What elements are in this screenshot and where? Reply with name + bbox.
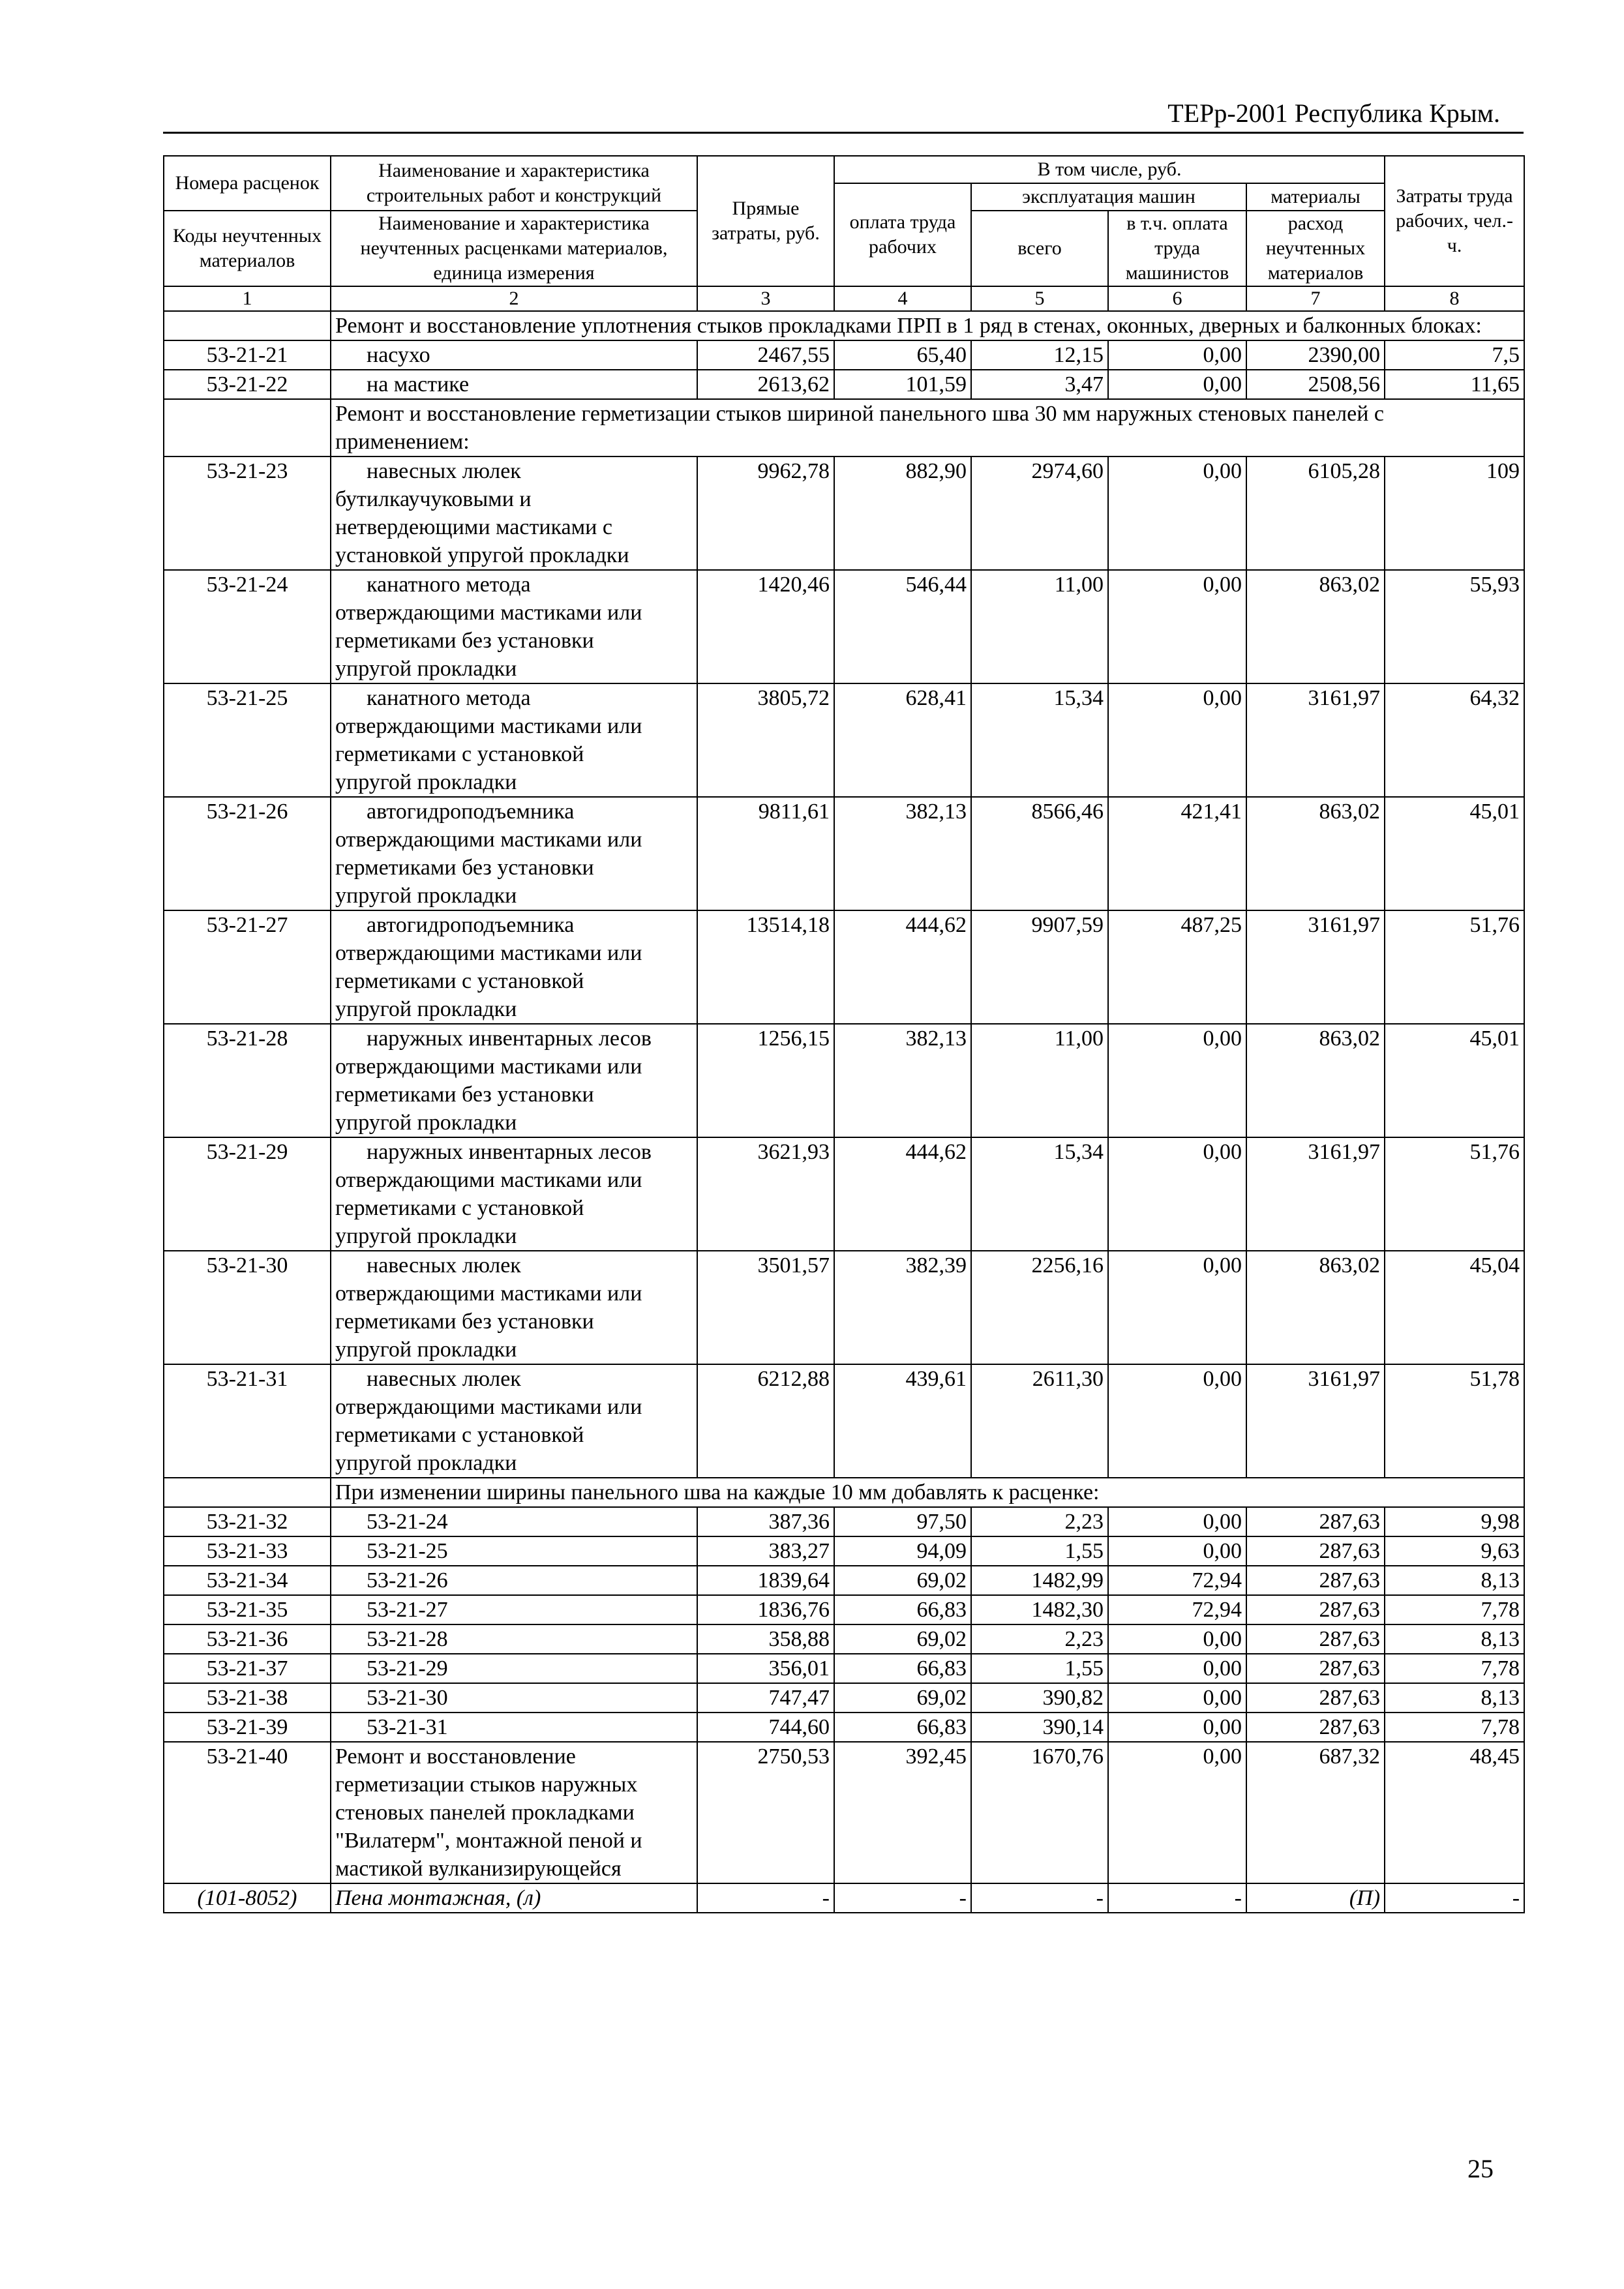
- labor-hours: 109: [1385, 456, 1524, 570]
- direct-cost: 9962,78: [697, 456, 834, 570]
- machinists-pay: 0,00: [1108, 1364, 1246, 1478]
- direct-cost: 383,27: [697, 1536, 834, 1566]
- direct-cost: 356,01: [697, 1654, 834, 1683]
- rate-code: 53-21-29: [164, 1137, 331, 1251]
- section-heading-row: [164, 311, 1524, 340]
- table-row: [164, 1713, 1524, 1742]
- rate-name: [331, 570, 697, 683]
- table-row: [164, 1624, 1524, 1654]
- rate-code: 53-21-34: [164, 1566, 331, 1595]
- section-heading-row: [164, 1478, 1524, 1507]
- rate-code: 53-21-36: [164, 1624, 331, 1654]
- rate-name-line: герметиками с установкой: [335, 1423, 584, 1447]
- rates-table: [163, 155, 1525, 1913]
- base-rate-ref: 53-21-31: [367, 1715, 448, 1739]
- column-number-row: [164, 286, 1524, 311]
- rate-name-line: герметиками с установкой: [335, 742, 584, 766]
- rate-name-line: "Вилатерм", монтажной пеной и: [335, 1829, 642, 1853]
- labor-pay: 882,90: [834, 456, 971, 570]
- base-rate-ref: 53-21-24: [367, 1510, 448, 1534]
- section-title: Ремонт и восстановление герметизации стыков шириной панельного шва 30 мм наружных стеновых панелей с применением:: [331, 399, 1524, 456]
- column-number: 2: [331, 286, 697, 311]
- materials-cost: 287,63: [1246, 1536, 1385, 1566]
- materials-cost: 3161,97: [1246, 1364, 1385, 1478]
- section2-rows: [164, 456, 1524, 1478]
- machines-total: 12,15: [971, 340, 1108, 370]
- labor-pay: -: [834, 1883, 971, 1913]
- rate-name-line: герметиками без установки: [335, 1309, 594, 1334]
- labor-pay: 444,62: [834, 910, 971, 1024]
- direct-cost: 13514,18: [697, 910, 834, 1024]
- material-name: Пена монтажная, (л): [331, 1883, 697, 1913]
- machines-total: 15,34: [971, 683, 1108, 797]
- rate-name-line: бутилкаучуковыми и: [335, 487, 532, 511]
- direct-cost: 3805,72: [697, 683, 834, 797]
- machines-total: 1,55: [971, 1536, 1108, 1566]
- machines-total: 2,23: [971, 1624, 1108, 1654]
- materials-cost: 287,63: [1246, 1624, 1385, 1654]
- machines-total: 2,23: [971, 1507, 1108, 1536]
- machinists-pay: 487,25: [1108, 910, 1246, 1024]
- direct-cost: 3621,93: [697, 1137, 834, 1251]
- table-row: [164, 1364, 1524, 1478]
- direct-cost: 9811,61: [697, 797, 834, 910]
- rate-code: 53-21-37: [164, 1654, 331, 1683]
- labor-pay: 69,02: [834, 1566, 971, 1595]
- rate-name: [331, 370, 697, 399]
- machines-total: 2974,60: [971, 456, 1108, 570]
- column-number: 7: [1246, 286, 1385, 311]
- materials-cost: 287,63: [1246, 1683, 1385, 1713]
- table-row: [164, 1566, 1524, 1595]
- rate-name-line: герметиками с установкой: [335, 1196, 584, 1220]
- rate-name-line: навесных люлек: [367, 459, 521, 483]
- group-header: В том числе, руб.: [834, 156, 1385, 183]
- machinists-pay: 0,00: [1108, 1507, 1246, 1536]
- direct-cost: 387,36: [697, 1507, 834, 1536]
- section-title: Ремонт и восстановление уплотнения стыков прокладками ПРП в 1 ряд в стенах, оконных, дверных и балконных блоках:: [331, 311, 1524, 340]
- labor-pay: 382,39: [834, 1251, 971, 1364]
- rate-code: 53-21-22: [164, 370, 331, 399]
- direct-cost: 2750,53: [697, 1742, 834, 1883]
- rate-code: 53-21-31: [164, 1364, 331, 1478]
- labor-pay: 65,40: [834, 340, 971, 370]
- rate-code: 53-21-40: [164, 1742, 331, 1883]
- rate-name: [331, 1654, 697, 1683]
- rate-name-line: упругой прокладки: [335, 1111, 517, 1135]
- materials-cost: 2390,00: [1246, 340, 1385, 370]
- materials-cost: 687,32: [1246, 1742, 1385, 1883]
- rate-name-line: упругой прокладки: [335, 1338, 517, 1362]
- labor-hours: 8,13: [1385, 1566, 1524, 1595]
- rate-name-line: канатного метода: [367, 686, 531, 710]
- rate-name: [331, 1624, 697, 1654]
- labor-hours: 45,04: [1385, 1251, 1524, 1364]
- labor-pay: 444,62: [834, 1137, 971, 1251]
- rate-name-line: нетвердеющими мастиками с: [335, 515, 612, 539]
- rate-name: [331, 797, 697, 910]
- base-rate-ref: 53-21-26: [367, 1568, 448, 1593]
- rate-name-line: герметизации стыков наружных: [335, 1773, 638, 1797]
- col2-header-bottom: Наименование и характеристика неучтенных расценками материалов, единица измерения: [331, 211, 697, 286]
- rate-name: [331, 1595, 697, 1624]
- base-rate-ref: 53-21-30: [367, 1686, 448, 1710]
- labor-pay: 382,13: [834, 1024, 971, 1137]
- document-header-title: ТЕРр-2001 Республика Крым.: [1167, 98, 1500, 128]
- rate-name: [331, 1251, 697, 1364]
- rate-name-line: герметиками без установки: [335, 629, 594, 653]
- rate-code: 53-21-26: [164, 797, 331, 910]
- col4-header: оплата труда рабочих: [834, 183, 971, 286]
- col6-header: в т.ч. оплата труда машинистов: [1108, 211, 1246, 286]
- material-code: (101-8052): [164, 1883, 331, 1913]
- rate-name-line: автогидроподъемника: [367, 913, 575, 937]
- rate-name-line: упругой прокладки: [335, 997, 517, 1021]
- direct-cost: 744,60: [697, 1713, 834, 1742]
- rate-name: [331, 1536, 697, 1566]
- rate-name-line: стеновых панелей прокладками: [335, 1801, 635, 1825]
- col1-header-bottom: Коды неучтенных материалов: [164, 211, 331, 286]
- labor-hours: 51,76: [1385, 910, 1524, 1024]
- materials-cost: 287,63: [1246, 1595, 1385, 1624]
- column-number: 5: [971, 286, 1108, 311]
- table-row: [164, 1683, 1524, 1713]
- col5-header: всего: [971, 211, 1108, 286]
- machines-total: 11,00: [971, 570, 1108, 683]
- rate-name-line: навесных люлек: [367, 1367, 521, 1391]
- table-row: [164, 340, 1524, 370]
- rate-name-line: отверждающими мастиками или: [335, 1395, 642, 1419]
- machinists-pay: 421,41: [1108, 797, 1246, 910]
- materials-header: материалы: [1246, 183, 1385, 211]
- rate-name: [331, 1507, 697, 1536]
- column-number: 6: [1108, 286, 1246, 311]
- column-number: 8: [1385, 286, 1524, 311]
- direct-cost: 3501,57: [697, 1251, 834, 1364]
- machinists-pay: 0,00: [1108, 1024, 1246, 1137]
- materials-cost: 863,02: [1246, 1251, 1385, 1364]
- machinists-pay: 0,00: [1108, 456, 1246, 570]
- machines-total: 390,82: [971, 1683, 1108, 1713]
- labor-pay: 546,44: [834, 570, 971, 683]
- rate-name-line: герметиками без установки: [335, 1083, 594, 1107]
- labor-pay: 69,02: [834, 1683, 971, 1713]
- rate-code: 53-21-35: [164, 1595, 331, 1624]
- rate-code: 53-21-24: [164, 570, 331, 683]
- rate-name: [331, 1683, 697, 1713]
- rate-name-line: упругой прокладки: [335, 884, 517, 908]
- labor-hours: 55,93: [1385, 570, 1524, 683]
- materials-cost: 3161,97: [1246, 910, 1385, 1024]
- materials-cost: 287,63: [1246, 1507, 1385, 1536]
- col2-header-top: Наименование и характеристика строительных работ и конструкций: [331, 156, 697, 211]
- header-divider: [163, 132, 1524, 134]
- rate-code: 53-21-32: [164, 1507, 331, 1536]
- direct-cost: 1420,46: [697, 570, 834, 683]
- materials-cost: (П): [1246, 1883, 1385, 1913]
- base-rate-ref: 53-21-25: [367, 1539, 448, 1563]
- machinists-pay: 0,00: [1108, 340, 1246, 370]
- machinists-pay: -: [1108, 1883, 1246, 1913]
- rate-name-line: герметиками без установки: [335, 856, 594, 880]
- labor-pay: 439,61: [834, 1364, 971, 1478]
- rate-name-line: канатного метода: [367, 573, 531, 597]
- machines-header: эксплуатация машин: [971, 183, 1246, 211]
- machinists-pay: 0,00: [1108, 1683, 1246, 1713]
- direct-cost: 1836,76: [697, 1595, 834, 1624]
- rate-name-line: упругой прокладки: [335, 1224, 517, 1248]
- table-row: [164, 1742, 1524, 1883]
- labor-hours: -: [1385, 1883, 1524, 1913]
- labor-hours: 9,98: [1385, 1507, 1524, 1536]
- rate-name-line: упругой прокладки: [335, 1451, 517, 1475]
- direct-cost: -: [697, 1883, 834, 1913]
- materials-cost: 287,63: [1246, 1654, 1385, 1683]
- machinists-pay: 0,00: [1108, 1536, 1246, 1566]
- table-row: [164, 570, 1524, 683]
- table-row: [164, 683, 1524, 797]
- rate-name-text: насухо: [367, 343, 430, 367]
- rate-name-line: отверждающими мастиками или: [335, 941, 642, 965]
- rate-name-line: упругой прокладки: [335, 657, 517, 681]
- direct-cost: 2467,55: [697, 340, 834, 370]
- section-heading-row: [164, 399, 1524, 456]
- column-number: 3: [697, 286, 834, 311]
- materials-cost: 863,02: [1246, 570, 1385, 683]
- rate-name: [331, 1566, 697, 1595]
- machines-total: -: [971, 1883, 1108, 1913]
- machinists-pay: 0,00: [1108, 683, 1246, 797]
- machinists-pay: 0,00: [1108, 570, 1246, 683]
- machinists-pay: 72,94: [1108, 1595, 1246, 1624]
- labor-hours: 51,76: [1385, 1137, 1524, 1251]
- labor-hours: 7,78: [1385, 1595, 1524, 1624]
- machines-total: 3,47: [971, 370, 1108, 399]
- base-rate-ref: 53-21-29: [367, 1656, 448, 1681]
- rate-name-line: отверждающими мастиками или: [335, 1055, 642, 1079]
- rate-name: [331, 1742, 697, 1883]
- rate-code: 53-21-28: [164, 1024, 331, 1137]
- rate-name-line: установкой упругой прокладки: [335, 543, 629, 567]
- machines-total: 1670,76: [971, 1742, 1108, 1883]
- table-row: [164, 370, 1524, 399]
- table-row: [164, 1595, 1524, 1624]
- labor-pay: 66,83: [834, 1713, 971, 1742]
- column-number: 4: [834, 286, 971, 311]
- machines-total: 8566,46: [971, 797, 1108, 910]
- rate-name-line: Ремонт и восстановление: [335, 1744, 576, 1769]
- rate-name: [331, 1024, 697, 1137]
- labor-pay: 66,83: [834, 1654, 971, 1683]
- materials-cost: 287,63: [1246, 1713, 1385, 1742]
- machinists-pay: 0,00: [1108, 1251, 1246, 1364]
- materials-cost: 3161,97: [1246, 1137, 1385, 1251]
- rate-code: 53-21-38: [164, 1683, 331, 1713]
- labor-pay: 101,59: [834, 370, 971, 399]
- machinists-pay: 0,00: [1108, 370, 1246, 399]
- labor-hours: 45,01: [1385, 1024, 1524, 1137]
- machinists-pay: 0,00: [1108, 1624, 1246, 1654]
- rate-code: 53-21-39: [164, 1713, 331, 1742]
- rate-name-line: автогидроподъемника: [367, 800, 575, 824]
- table-row: [164, 797, 1524, 910]
- rate-code: 53-21-30: [164, 1251, 331, 1364]
- labor-hours: 8,13: [1385, 1624, 1524, 1654]
- table-row: [164, 910, 1524, 1024]
- rate-name-line: отверждающими мастиками или: [335, 828, 642, 852]
- section3-rows: [164, 1507, 1524, 1742]
- rate-code: 53-21-25: [164, 683, 331, 797]
- table-row: [164, 1654, 1524, 1683]
- machines-total: 1482,30: [971, 1595, 1108, 1624]
- rate-name-line: отверждающими мастиками или: [335, 1281, 642, 1306]
- labor-pay: 94,09: [834, 1536, 971, 1566]
- direct-cost: 358,88: [697, 1624, 834, 1654]
- rate-code: 53-21-21: [164, 340, 331, 370]
- col8-header: Затраты труда рабочих, чел.-ч.: [1385, 156, 1524, 286]
- rate-name-line: наружных инвентарных лесов: [367, 1026, 652, 1051]
- rate-code: 53-21-27: [164, 910, 331, 1024]
- rate-name: [331, 1713, 697, 1742]
- direct-cost: 747,47: [697, 1683, 834, 1713]
- materials-cost: 863,02: [1246, 797, 1385, 910]
- labor-pay: 628,41: [834, 683, 971, 797]
- rate-code: 53-21-23: [164, 456, 331, 570]
- page-number: 25: [1467, 2154, 1494, 2183]
- rate-name-line: навесных люлек: [367, 1253, 521, 1278]
- materials-cost: 287,63: [1246, 1566, 1385, 1595]
- machinists-pay: 0,00: [1108, 1654, 1246, 1683]
- machines-total: 390,14: [971, 1713, 1108, 1742]
- rate-name: [331, 456, 697, 570]
- unaccounted-material-row: [164, 1883, 1524, 1913]
- materials-cost: 6105,28: [1246, 456, 1385, 570]
- direct-cost: 2613,62: [697, 370, 834, 399]
- materials-cost: 3161,97: [1246, 683, 1385, 797]
- base-rate-ref: 53-21-27: [367, 1598, 448, 1622]
- machinists-pay: 72,94: [1108, 1566, 1246, 1595]
- labor-hours: 7,78: [1385, 1713, 1524, 1742]
- table-row: [164, 1536, 1524, 1566]
- rate-name: [331, 340, 697, 370]
- rate-name: [331, 910, 697, 1024]
- table-row: [164, 1137, 1524, 1251]
- base-rate-ref: 53-21-28: [367, 1627, 448, 1651]
- materials-cost: 863,02: [1246, 1024, 1385, 1137]
- rate-name: [331, 1364, 697, 1478]
- rate-name-line: мастикой вулканизирующейся: [335, 1857, 622, 1881]
- labor-hours: 51,78: [1385, 1364, 1524, 1478]
- rate-code: 53-21-33: [164, 1536, 331, 1566]
- col1-header-top: Номера расценок: [164, 156, 331, 211]
- rate-name: [331, 1137, 697, 1251]
- rate-name-line: отверждающими мастиками или: [335, 714, 642, 738]
- machinists-pay: 0,00: [1108, 1137, 1246, 1251]
- labor-pay: 69,02: [834, 1624, 971, 1654]
- section-title: При изменении ширины панельного шва на каждые 10 мм добавлять к расценке:: [331, 1478, 1524, 1507]
- labor-pay: 66,83: [834, 1595, 971, 1624]
- machinists-pay: 0,00: [1108, 1742, 1246, 1883]
- labor-hours: 9,63: [1385, 1536, 1524, 1566]
- machines-total: 2611,30: [971, 1364, 1108, 1478]
- labor-hours: 8,13: [1385, 1683, 1524, 1713]
- machines-total: 11,00: [971, 1024, 1108, 1137]
- machines-total: 15,34: [971, 1137, 1108, 1251]
- table-row: [164, 1024, 1524, 1137]
- labor-hours: 7,5: [1385, 340, 1524, 370]
- rate-name-line: упругой прокладки: [335, 770, 517, 794]
- machines-total: 1,55: [971, 1654, 1108, 1683]
- labor-pay: 382,13: [834, 797, 971, 910]
- machinists-pay: 0,00: [1108, 1713, 1246, 1742]
- machines-total: 9907,59: [971, 910, 1108, 1024]
- labor-hours: 48,45: [1385, 1742, 1524, 1883]
- direct-cost: 6212,88: [697, 1364, 834, 1478]
- machines-total: 1482,99: [971, 1566, 1108, 1595]
- rate-name-text: на мастике: [367, 372, 470, 396]
- machines-total: 2256,16: [971, 1251, 1108, 1364]
- materials-cost: 2508,56: [1246, 370, 1385, 399]
- table-row: [164, 456, 1524, 570]
- labor-hours: 45,01: [1385, 797, 1524, 910]
- col7-header: расход неучтенных материалов: [1246, 211, 1385, 286]
- rate-name-line: наружных инвентарных лесов: [367, 1140, 652, 1164]
- table-row: [164, 1507, 1524, 1536]
- col3-header: Прямые затраты, руб.: [697, 156, 834, 286]
- labor-pay: 392,45: [834, 1742, 971, 1883]
- table-row: [164, 1251, 1524, 1364]
- direct-cost: 1256,15: [697, 1024, 834, 1137]
- rate-name-line: отверждающими мастиками или: [335, 1168, 642, 1192]
- direct-cost: 1839,64: [697, 1566, 834, 1595]
- labor-hours: 64,32: [1385, 683, 1524, 797]
- column-number: 1: [164, 286, 331, 311]
- labor-hours: 7,78: [1385, 1654, 1524, 1683]
- labor-pay: 97,50: [834, 1507, 971, 1536]
- rate-name-line: отверждающими мастиками или: [335, 601, 642, 625]
- rate-name: [331, 683, 697, 797]
- labor-hours: 11,65: [1385, 370, 1524, 399]
- rate-name-line: герметиками с установкой: [335, 969, 584, 993]
